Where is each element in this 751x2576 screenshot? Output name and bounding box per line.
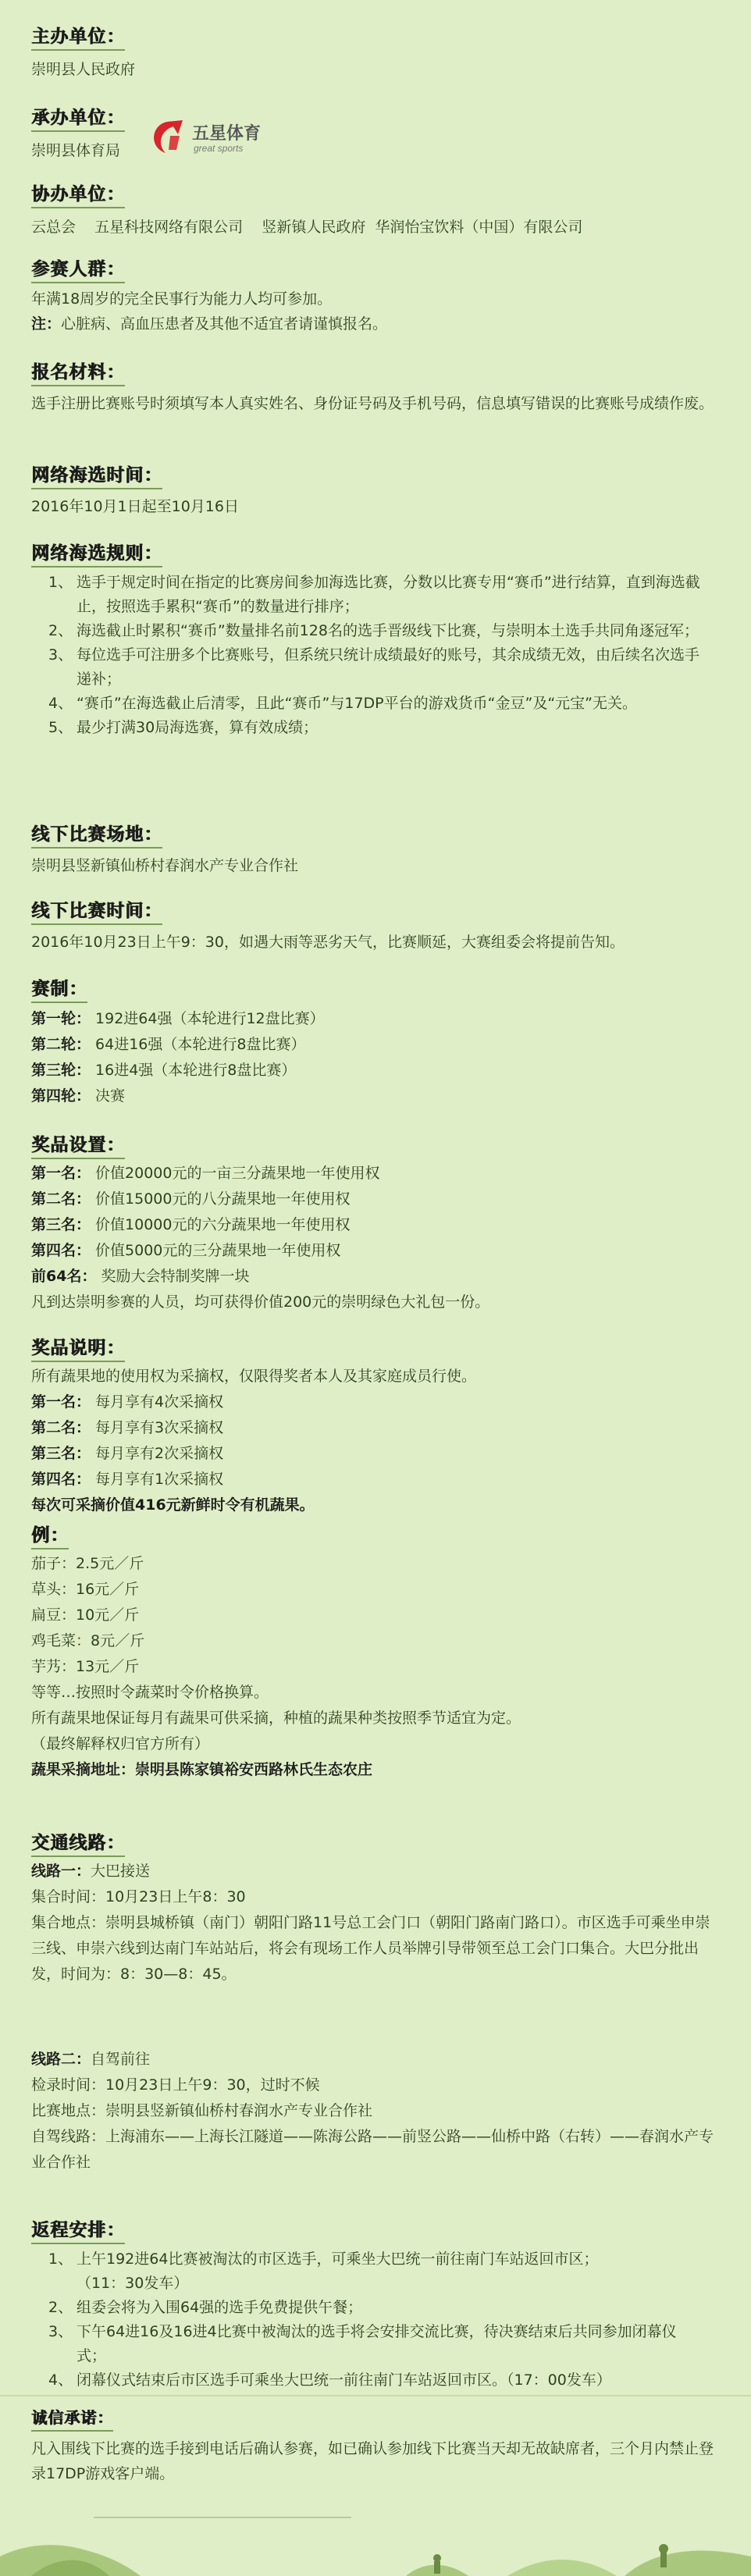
route2-time: 检录时间：10月23日上午9：30，过时不候 (31, 2076, 320, 2094)
offline-time-text: 2016年10月23日上午9：30，如遇大雨等恶劣天气，比赛顺延，大赛组委会将提前告知。 (31, 934, 625, 951)
route2 (31, 2047, 718, 2176)
pick-address (31, 1757, 718, 1783)
return-num: 1、 (48, 2250, 73, 2268)
prize-notes-section (31, 1336, 718, 1518)
organizer-text: 崇明县人民政府 (31, 61, 136, 78)
prize-row (31, 1238, 718, 1264)
prize-note-label: 第三名： (31, 1445, 91, 1462)
materials-section (31, 361, 718, 416)
logo-subtext: great sports (194, 143, 244, 154)
rule-text: 最少打满30局海选赛，算有效成绩； (77, 719, 319, 736)
return-item (31, 2320, 718, 2368)
venue-section (31, 823, 718, 878)
notice-title: 诚信承诺： (31, 2406, 113, 2432)
rule-item (31, 619, 718, 643)
rule-item (31, 716, 718, 740)
assist-title: 协办单位： (31, 183, 125, 208)
route2-place: 比赛地点：崇明县竖新镇仙桥村春润水产专业合作社 (31, 2102, 373, 2119)
eligibility-section (31, 258, 718, 336)
venue-text: 崇明县竖新镇仙桥村春润水产专业合作社 (31, 857, 299, 874)
route2-drive: 自驾线路：上海浦东——上海长江隧道——陈海公路——前竖公路——仙桥中路（右转）——春润水产专业合作社 (31, 2128, 714, 2171)
rule-num: 2、 (48, 622, 73, 639)
return-item (31, 2272, 718, 2296)
examples-line3: （最终解释权归官方所有） (31, 1735, 210, 1752)
rule-text: 每位选手可注册多个比赛账号，但系统只统计成绩最好的账号，其余成绩无效，由后续名次选手递补； (77, 646, 700, 688)
assist-text: 云总会 五星科技网络有限公司 竖新镇人民政府 华润怡宝饮料（中国）有限公司 (31, 219, 583, 236)
example-item: 茄子：2.5元／斤 (31, 1555, 144, 1572)
example-item: 草头：16元／斤 (31, 1581, 140, 1598)
examples-line1: 等等…按照时令蔬菜时令价格换算。 (31, 1684, 269, 1701)
route1-label: 线路一： (31, 1863, 91, 1880)
return-section (31, 2218, 718, 2393)
eligibility-title: 参赛人群： (31, 258, 125, 283)
prize-label: 第三名： (31, 1216, 91, 1233)
route1-header (31, 1859, 718, 1884)
round-text: 192进64强（本轮进行12盘比赛） (95, 1010, 325, 1027)
co-organizer-text: 崇明县体育局 (31, 142, 121, 159)
logo-mark-icon (147, 116, 295, 159)
materials-text: 选手注册比赛账号时须填写本人真实姓名、身份证号码及手机号码，信息填写错误的比赛账号成绩作废。 (31, 395, 714, 412)
online-time-title: 网络海选时间： (31, 464, 162, 489)
eligibility-note (31, 311, 718, 336)
transport-section (31, 1831, 718, 2176)
round-label: 第一轮： (31, 1010, 91, 1027)
return-title: 返程安排： (31, 2218, 125, 2244)
rule-text: “赛币”在海选截止后清零，且此“赛币”与17DP平台的游戏货币“金豆”及“元宝”无关。 (77, 695, 638, 712)
prize-label: 第一名： (31, 1165, 91, 1182)
prizes-title: 奖品设置： (31, 1133, 125, 1159)
prize-note-row (31, 1441, 718, 1467)
eligibility-text: 年满18周岁的完全民事行为能力人均可参加。 (31, 290, 333, 308)
round-label: 第四轮： (31, 1087, 91, 1105)
prize-row (31, 1187, 718, 1212)
online-rules-title: 网络海选规则： (31, 542, 162, 568)
eligibility-note-text: 心脏病、高血压患者及其他不适宜者请谨慎报名。 (61, 315, 388, 333)
great-sports-logo (147, 116, 295, 159)
examples-list (31, 1551, 718, 1783)
rule-num: 3、 (48, 646, 73, 664)
format-rounds (31, 1006, 718, 1109)
prize-note-text: 每月享有2次采摘权 (95, 1445, 224, 1462)
example-item: 芋艿：13元／斤 (31, 1658, 140, 1675)
notice-text: 凡入围线下比赛的选手接到电话后确认参赛，如已确认参加线下比赛当天却无故缺席者，三个月内禁止登录17DP游戏客户端。 (31, 2440, 714, 2482)
return-num: 4、 (48, 2371, 73, 2389)
eligibility-note-label: 注： (31, 315, 62, 333)
prize-notes-list (31, 1364, 718, 1518)
prize-note-row (31, 1389, 718, 1415)
online-rules-list (31, 571, 718, 740)
prize-notes-title: 奖品说明： (31, 1336, 125, 1362)
route2-label: 线路二： (31, 2051, 91, 2068)
route2-name: 自驾前往 (91, 2051, 151, 2068)
round-row (31, 1006, 718, 1032)
round-row (31, 1058, 718, 1083)
prize-row (31, 1161, 718, 1187)
examples-section (31, 1524, 718, 1783)
online-time-section (31, 464, 718, 519)
prize-row (31, 1212, 718, 1238)
prize-text: 价值15000元的八分蔬果地一年使用权 (95, 1190, 351, 1208)
prizes-list (31, 1161, 718, 1315)
return-item (31, 2296, 718, 2320)
rule-num: 4、 (48, 695, 73, 712)
return-num: 2、 (48, 2299, 73, 2316)
pick-address-text: 崇明县陈家镇裕安西路林氏生态农庄 (135, 1761, 373, 1778)
prize-label: 前64名： (31, 1268, 97, 1285)
prize-text: 价值20000元的一亩三分蔬果地一年使用权 (95, 1165, 380, 1182)
prize-text: 奖励大会特制奖牌一块 (101, 1268, 250, 1285)
prize-label: 第二名： (31, 1190, 91, 1208)
assist-section (31, 183, 718, 240)
prize-note-label: 第二名： (31, 1419, 91, 1436)
round-label: 第二轮： (31, 1036, 91, 1053)
rule-num: 5、 (48, 719, 73, 736)
return-item (31, 2247, 718, 2272)
return-text: 组委会将为入围64强的选手免费提供午餐； (77, 2299, 363, 2316)
materials-title: 报名材料： (31, 361, 125, 386)
round-text: 决赛 (95, 1087, 126, 1105)
hills-decoration-icon (0, 2502, 751, 2576)
prize-note-label: 第四名： (31, 1471, 91, 1488)
transport-title: 交通线路： (31, 1831, 125, 1857)
route1 (31, 1859, 718, 1987)
return-text: 上午192进64比赛被淘汰的市区选手，可乘坐大巴统一前往南门车站返回市区； (77, 2250, 599, 2268)
rule-text: 选手于规定时间在指定的比赛房间参加海选比赛，分数以比赛专用“赛币”进行结算，直到海选截止，按照选手累积“赛币”的数量进行排序； (77, 574, 700, 615)
prize-note-row (31, 1467, 718, 1493)
return-text: （11：30发车） (77, 2275, 189, 2292)
co-organizer-title: 承办单位： (31, 106, 125, 132)
pick-address-label: 蔬果采摘地址： (31, 1761, 136, 1778)
example-item: 扁豆：10元／斤 (31, 1606, 140, 1624)
round-text: 16进4强（本轮进行8盘比赛） (95, 1062, 297, 1079)
return-text: 闭幕仪式结束后市区选手可乘坐大巴统一前往南门车站返回市区。（17：00发车） (77, 2371, 611, 2389)
prize-row (31, 1264, 718, 1290)
round-row (31, 1032, 718, 1058)
prize-text: 价值10000元的六分蔬果地一年使用权 (95, 1216, 351, 1233)
prize-note-label: 第一名： (31, 1393, 91, 1411)
return-num: 3、 (48, 2323, 73, 2340)
venue-title: 线下比赛场地： (31, 823, 162, 849)
divider (0, 2395, 751, 2396)
prize-notes-intro: 所有蔬果地的使用权为采摘权，仅限得奖者本人及其家庭成员行使。 (31, 1368, 477, 1385)
return-item (31, 2368, 718, 2393)
route1-time: 集合时间：10月23日上午8：30 (31, 1888, 246, 1905)
return-list (31, 2247, 718, 2393)
return-text: 下午64进16及16进4比赛中被淘汰的选手将会安排交流比赛，待决赛结束后共同参加闭幕仪式； (77, 2323, 677, 2364)
offline-time-title: 线下比赛时间： (31, 899, 162, 925)
prize-notes-footer: 每次可采摘价值416元新鲜时令有机蔬果。 (31, 1496, 315, 1514)
notice-section (31, 2406, 718, 2486)
rule-item (31, 643, 718, 692)
online-rules-section (31, 542, 718, 740)
organizer-section (31, 25, 718, 82)
prizes-section (31, 1133, 718, 1315)
route1-name: 大巴接送 (91, 1863, 151, 1880)
prize-label: 第四名： (31, 1242, 91, 1259)
online-time-text: 2016年10月1日起至10月16日 (31, 498, 239, 515)
offline-time-section (31, 899, 718, 955)
prize-note-text: 每月享有3次采摘权 (95, 1419, 224, 1436)
examples-line2: 所有蔬果地保证每月有蔬果可供采摘，种植的蔬果种类按照季节适宜为定。 (31, 1710, 521, 1727)
prize-note-text: 每月享有4次采摘权 (95, 1393, 224, 1411)
prizes-footer: 凡到达崇明参赛的人员，均可获得价值200元的崇明绿色大礼包一份。 (31, 1293, 490, 1311)
prize-note-text: 每月享有1次采摘权 (95, 1471, 224, 1488)
round-row (31, 1083, 718, 1109)
round-text: 64进16强（本轮进行8盘比赛） (95, 1036, 306, 1053)
route1-place: 集合地点：崇明县城桥镇（南门）朝阳门路11号总工会门口（朝阳门路南门路口）。市区选手可乘坐申崇三线、申崇六线到达南门车站站后，将会有现场工作人员举牌引导带领至总工会门口集合。大巴分批出发，时间为：8：30—8：45。 (31, 1914, 710, 1983)
example-item: 鸡毛菜：8元／斤 (31, 1632, 145, 1649)
format-title: 赛制： (31, 977, 87, 1003)
logo-text: 五星体育 (192, 123, 262, 143)
organizer-title: 主办单位： (31, 25, 125, 51)
co-organizer-section (31, 106, 718, 163)
rule-item (31, 692, 718, 716)
rule-text: 海选截止时累积“赛币”数量排名前128名的选手晋级线下比赛，与崇明本土选手共同角逐冠军； (77, 622, 699, 639)
prize-text: 价值5000元的三分蔬果地一年使用权 (95, 1242, 341, 1259)
format-section (31, 977, 718, 1109)
route2-header (31, 2047, 718, 2073)
rule-item (31, 571, 718, 619)
round-label: 第三轮： (31, 1062, 91, 1079)
prize-note-row (31, 1415, 718, 1441)
examples-title: 例： (31, 1524, 69, 1550)
rule-num: 1、 (48, 574, 73, 591)
